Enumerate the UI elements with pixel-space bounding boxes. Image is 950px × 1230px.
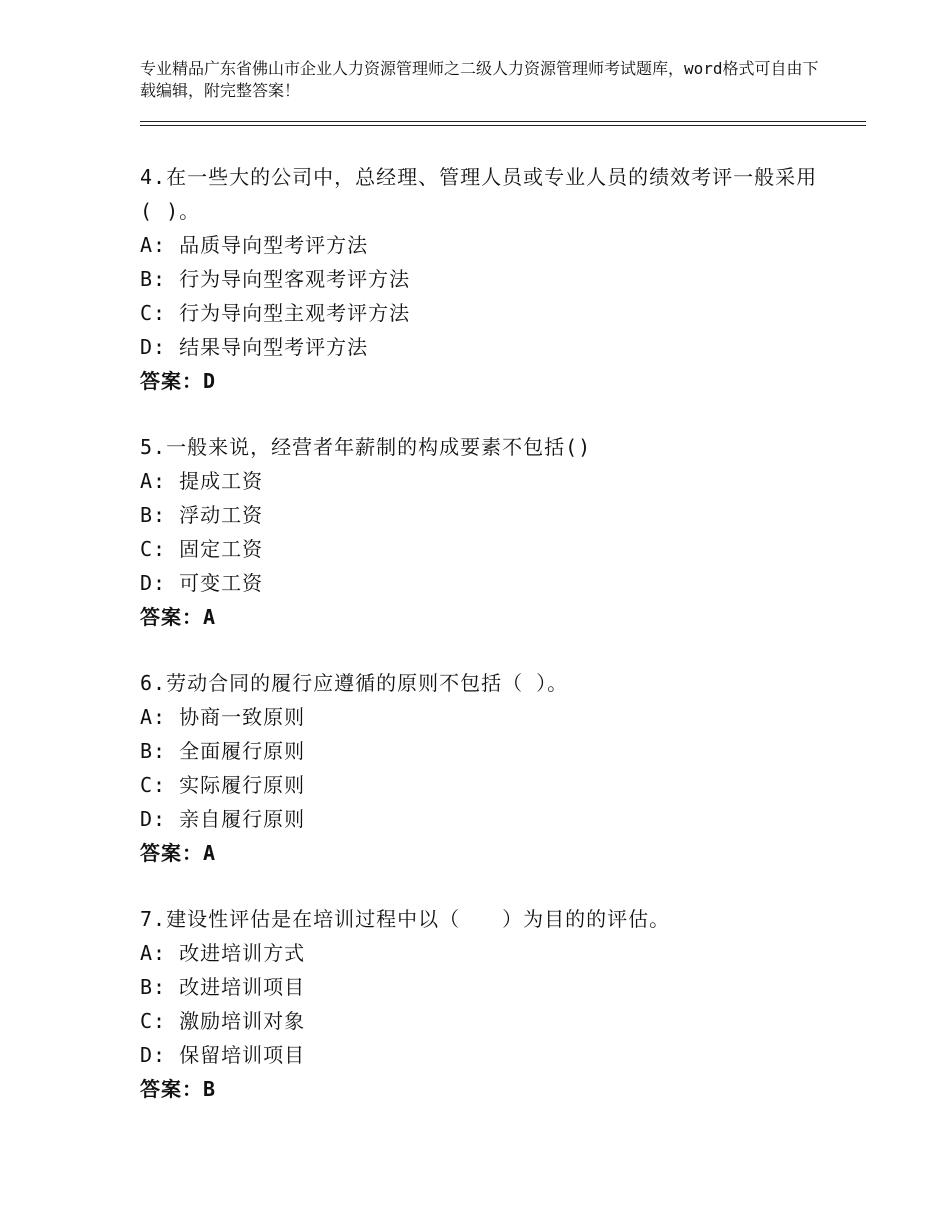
option-d: D: 保留培训项目 <box>140 1043 306 1067</box>
option-d: D: 可变工资 <box>140 571 264 595</box>
answer-line: 答案：B <box>140 1077 217 1101</box>
question-stem: 7.建设性评估是在培训过程中以（ ）为目的的评估。 <box>140 907 671 931</box>
header-divider-bottom <box>140 125 866 126</box>
option-d: D: 亲自履行原则 <box>140 807 306 831</box>
option-a: A: 提成工资 <box>140 469 264 493</box>
question-7 <box>140 902 820 1106</box>
option-c: C: 行为导向型主观考评方法 <box>140 301 411 325</box>
option-c: C: 固定工资 <box>140 537 264 561</box>
option-a: A: 协商一致原则 <box>140 705 306 729</box>
question-stem: 6.劳动合同的履行应遵循的原则不包括（ ）。 <box>140 671 569 695</box>
option-b: B: 行为导向型客观考评方法 <box>140 267 411 291</box>
answer-line: 答案：D <box>140 369 217 393</box>
question-5 <box>140 430 820 634</box>
answer-line: 答案：A <box>140 841 217 865</box>
option-a: A: 品质导向型考评方法 <box>140 233 369 257</box>
option-a: A: 改进培训方式 <box>140 941 306 965</box>
document-header: 专业精品广东省佛山市企业人力资源管理师之二级人力资源管理师考试题库，word格式可自由下载编辑，附完整答案！ <box>140 59 819 100</box>
question-6 <box>140 666 820 870</box>
question-stem: 4.在一些大的公司中，总经理、管理人员或专业人员的绩效考评一般采用( )。 <box>140 165 818 223</box>
header-divider-top <box>140 121 866 122</box>
question-stem: 5.一般来说，经营者年薪制的构成要素不包括() <box>140 435 592 459</box>
option-c: C: 激励培训对象 <box>140 1009 306 1033</box>
question-list <box>140 160 820 1138</box>
question-4 <box>140 160 820 398</box>
option-b: B: 浮动工资 <box>140 503 264 527</box>
option-d: D: 结果导向型考评方法 <box>140 335 369 359</box>
option-b: B: 全面履行原则 <box>140 739 306 763</box>
answer-line: 答案：A <box>140 605 217 629</box>
option-c: C: 实际履行原则 <box>140 773 306 797</box>
option-b: B: 改进培训项目 <box>140 975 306 999</box>
